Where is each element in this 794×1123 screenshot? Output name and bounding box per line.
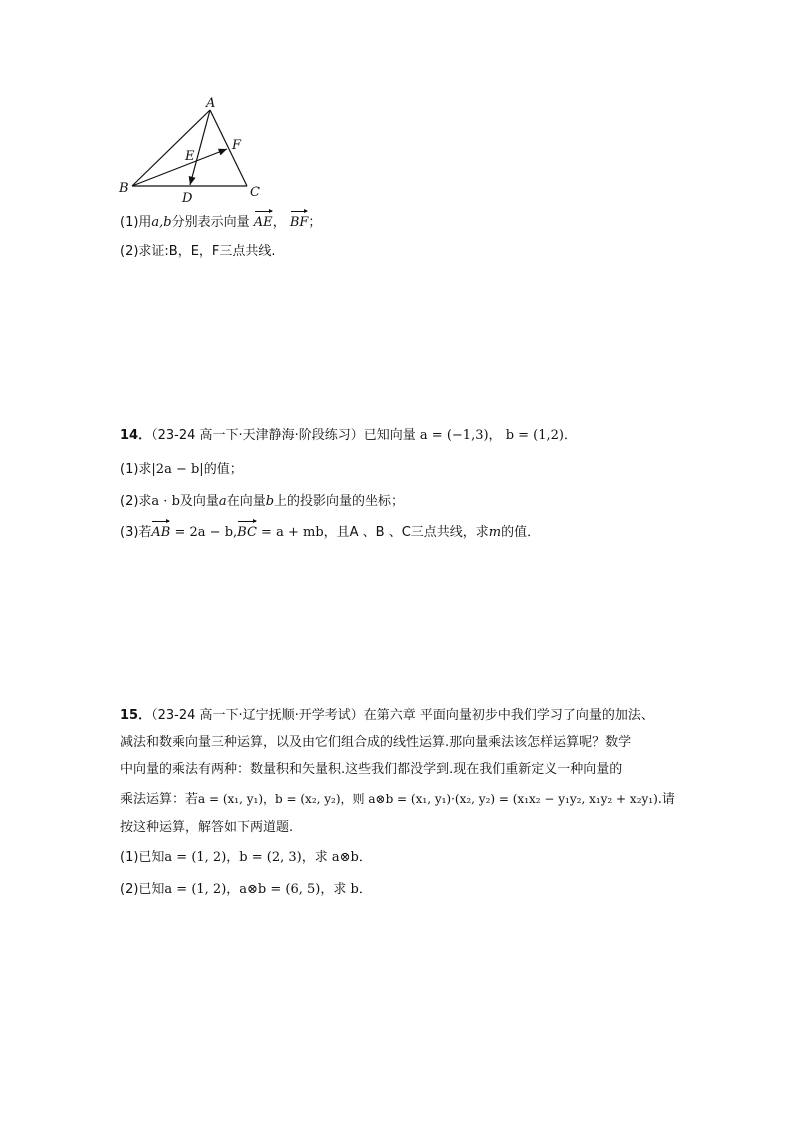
q14-part2-a: a — [218, 494, 227, 509]
label-a: A — [206, 96, 216, 111]
q14-part2-end: 上的投影向量的坐标； — [274, 494, 405, 509]
q14-part2-expr: a · b — [151, 494, 180, 509]
q14-source: （23-24 高一下·天津静海·阶段练习）已知向量 — [151, 428, 416, 443]
q13-part1-mid: 分别表示向量 — [171, 215, 250, 230]
q15-line1 — [120, 706, 654, 726]
q14-part1-end: 的值； — [203, 462, 243, 477]
q15-part2-end: ． — [358, 882, 372, 897]
q15-part2 — [120, 880, 372, 900]
q14-a-def: a = (−1,3) — [419, 428, 489, 443]
q14-part1 — [120, 460, 243, 480]
q13-part1-sep: ， — [272, 215, 286, 230]
q14-part1-expr: |2a − b| — [151, 462, 204, 477]
q13-part2: (2)求证:B，E，F三点共线. — [120, 244, 276, 259]
q14-part2 — [120, 492, 404, 512]
q14-part1-prefix: (1)求 — [120, 462, 152, 477]
side-ac — [210, 110, 247, 186]
q14-part2-prefix: (2)求 — [120, 494, 152, 509]
triangle-figure — [110, 92, 280, 207]
label-e: E — [185, 149, 195, 164]
q15-line4-prefix: 乘法运算：若 — [120, 792, 199, 807]
q14-part3-end: 的值． — [501, 525, 541, 540]
q14-number: 14． — [120, 428, 152, 443]
label-d: D — [182, 191, 193, 206]
q15-line4-end: .请 — [657, 792, 675, 807]
q14-part3-eq1: = 2a − b, — [170, 525, 238, 540]
q15-line1-text: （23-24 高一下·辽宁抚顺·开学考试）在第六章 平面向量初步中我们学习了向量的加法、 — [151, 708, 654, 723]
q15-part1-end: ． — [358, 850, 372, 865]
q15-line4-formula: a = (x₁, y₁)，b = (x₂, y₂)，则 a⊗b = (x₁, y₁)·(x₂, y₂) = (x₁x₂ − y₁y₂, x₁y₂ + x₂y₁) — [198, 792, 658, 806]
q14-part2-b: b — [265, 494, 275, 509]
q14-part3-m: m — [488, 525, 502, 540]
q15-number: 15． — [120, 708, 152, 723]
q13-part1-vars: a,b — [151, 215, 172, 230]
q14-vector-ab: AB — [151, 523, 170, 543]
q14-b-def: b = (1,2) — [505, 428, 564, 443]
q13-part1-end: ； — [308, 215, 322, 230]
q14-part3-mid: ，且A 、B 、C三点共线，求 — [323, 525, 489, 540]
q13-part1 — [120, 213, 321, 233]
q15-part1 — [120, 848, 372, 868]
q13-vector-bf: BF — [290, 213, 309, 233]
q15-part1-formula: a = (1, 2)，b = (2, 3)，求 a⊗b — [164, 850, 359, 865]
side-ab — [132, 110, 210, 186]
q15-part1-prefix: (1)已知 — [120, 850, 165, 865]
q15-line4 — [120, 789, 675, 810]
q14-end: ． — [564, 428, 578, 443]
q15-line5: 按这种运算，解答如下两道题. — [120, 820, 294, 835]
q14-part2-mid1: 及向量 — [179, 494, 219, 509]
label-f: F — [232, 138, 242, 153]
q13-vector-ae: AE — [254, 213, 273, 233]
q15-part2-prefix: (2)已知 — [120, 882, 165, 897]
q14-part3 — [120, 523, 540, 543]
q14-part2-mid2: 在向量 — [226, 494, 266, 509]
q14-vector-bc: BC — [237, 523, 257, 543]
q15-line3: 中向量的乘法有两种：数量积和矢量积.这些我们都没学到.现在我们重新定义一种向量的 — [120, 762, 623, 777]
label-b: B — [119, 181, 129, 196]
q15-line2: 减法和数乘向量三种运算，以及由它们组合成的线性运算.那向量乘法该怎样运算呢？数学 — [120, 735, 632, 750]
q14-sep: ， — [488, 428, 502, 443]
q15-part2-formula: a = (1, 2)，a⊗b = (6, 5)，求 b — [164, 882, 359, 897]
label-c: C — [250, 185, 260, 200]
vector-bf — [132, 149, 227, 186]
q14-stem — [120, 426, 577, 446]
q13-part1-prefix: (1)用 — [120, 215, 152, 230]
vector-ad — [190, 110, 210, 185]
q14-part3-eq2: = a + mb — [256, 525, 324, 540]
q14-part3-prefix: (3)若 — [120, 525, 152, 540]
